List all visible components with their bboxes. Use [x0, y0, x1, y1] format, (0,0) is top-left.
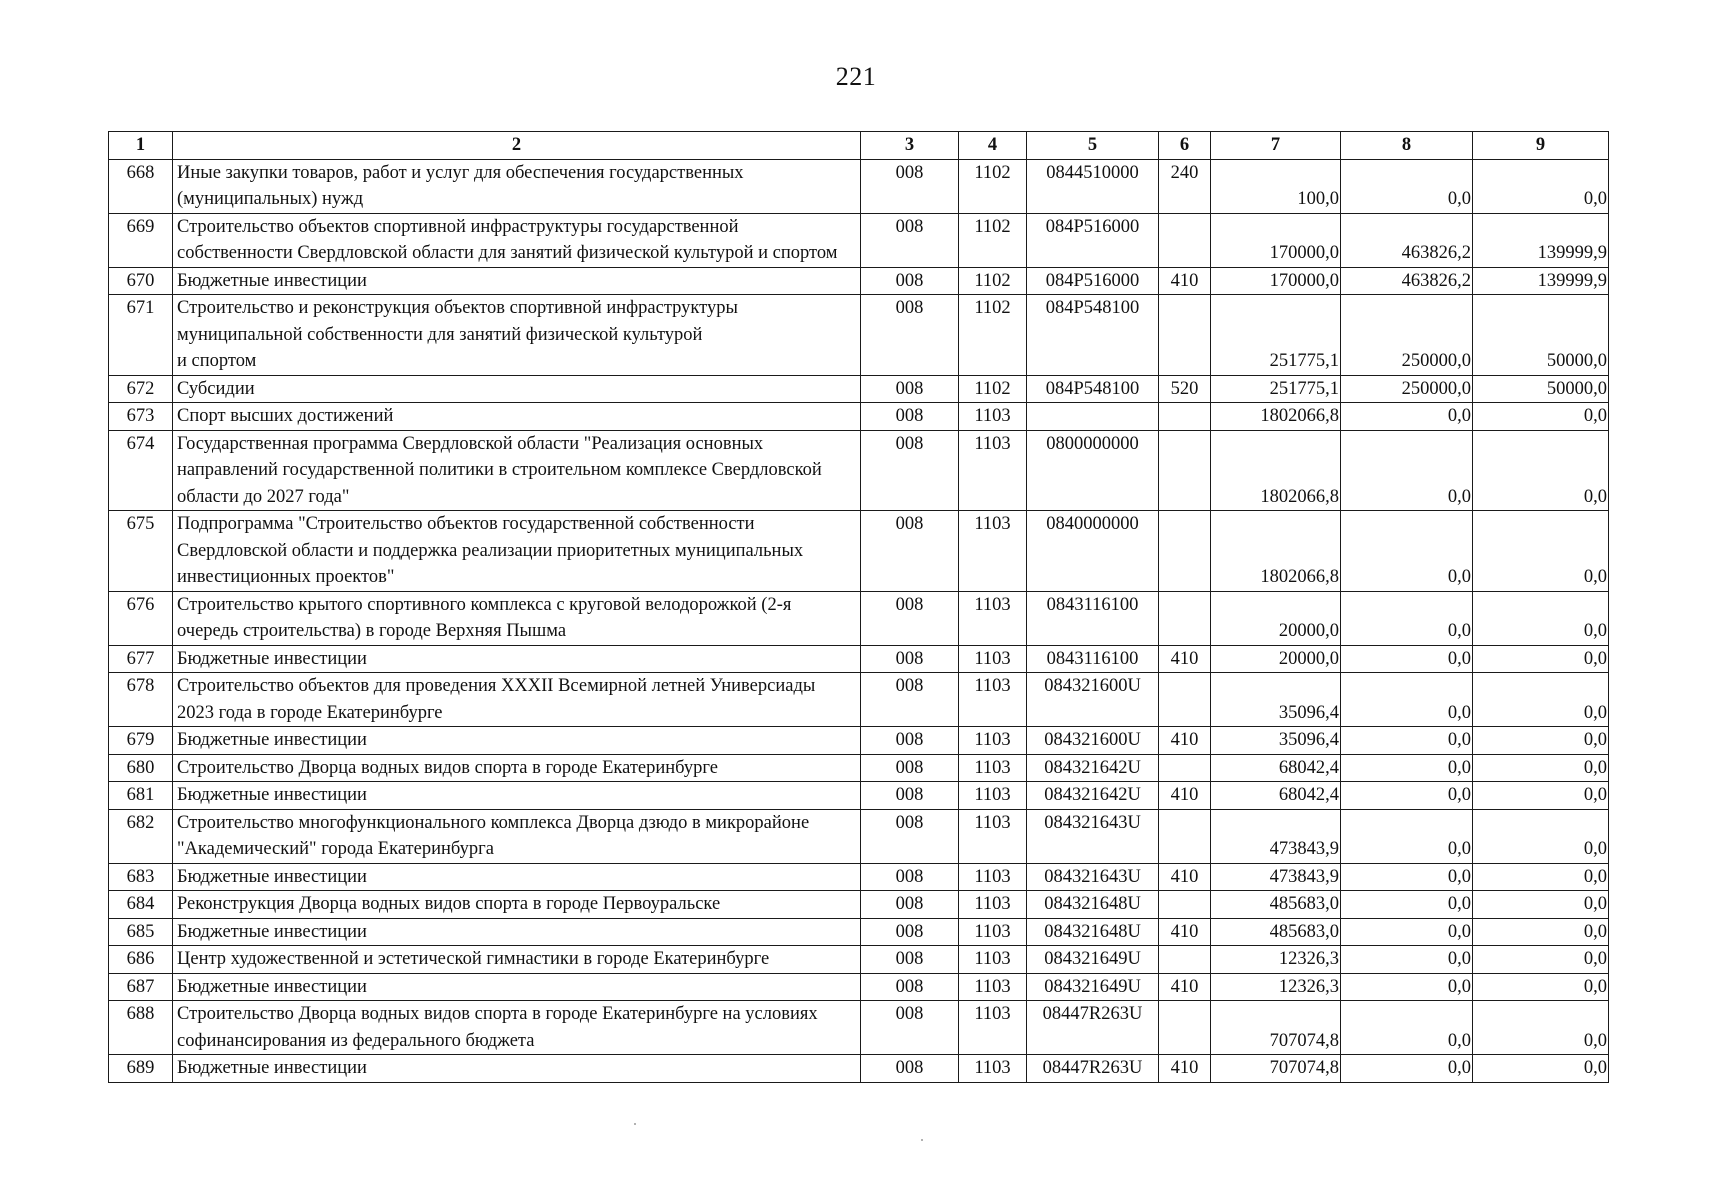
ministry-code: 008 [861, 863, 959, 891]
amount-col7: 485683,0 [1211, 891, 1341, 919]
amount-col8: 0,0 [1341, 863, 1473, 891]
amount-col9: 0,0 [1473, 673, 1609, 727]
target-item-code: 084321649U [1027, 973, 1159, 1001]
row-description: Строительство крытого спортивного комплекса с круговой велодорожкой (2-я очередь строительства) в городе Верхняя Пышма [173, 591, 861, 645]
row-description: Подпрограмма "Строительство объектов государственной собственности Свердловской области и поддержка реализации приоритетных муниципальных инвестиционных проектов" [173, 511, 861, 592]
amount-col8: 0,0 [1341, 591, 1473, 645]
ministry-code: 008 [861, 430, 959, 511]
amount-col7: 707074,8 [1211, 1001, 1341, 1055]
ministry-code: 008 [861, 645, 959, 673]
ministry-code: 008 [861, 946, 959, 974]
table-row [109, 511, 1609, 592]
row-description: Бюджетные инвестиции [173, 973, 861, 1001]
ministry-code: 008 [861, 673, 959, 727]
amount-col9: 0,0 [1473, 946, 1609, 974]
table-row [109, 375, 1609, 403]
amount-col8: 250000,0 [1341, 295, 1473, 376]
expense-type-code [1159, 673, 1211, 727]
amount-col9: 50000,0 [1473, 295, 1609, 376]
expense-type-code [1159, 1001, 1211, 1055]
expense-type-code [1159, 754, 1211, 782]
column-header: 8 [1341, 132, 1473, 160]
table-row [109, 891, 1609, 919]
row-number: 675 [109, 511, 173, 592]
target-item-code: 084P516000 [1027, 213, 1159, 267]
ministry-code: 008 [861, 159, 959, 213]
amount-col7: 1802066,8 [1211, 511, 1341, 592]
row-description: Строительство объектов спортивной инфраструктуры государственной собственности Свердловской области для занятий физической культурой и спортом [173, 213, 861, 267]
row-number: 688 [109, 1001, 173, 1055]
amount-col8: 0,0 [1341, 782, 1473, 810]
amount-col9: 0,0 [1473, 754, 1609, 782]
amount-col8: 0,0 [1341, 511, 1473, 592]
row-number: 685 [109, 918, 173, 946]
amount-col8: 0,0 [1341, 159, 1473, 213]
column-header: 2 [173, 132, 861, 160]
amount-col7: 20000,0 [1211, 591, 1341, 645]
column-header: 3 [861, 132, 959, 160]
section-code: 1103 [959, 918, 1027, 946]
amount-col9: 0,0 [1473, 430, 1609, 511]
row-description: Бюджетные инвестиции [173, 863, 861, 891]
amount-col9: 50000,0 [1473, 375, 1609, 403]
row-number: 680 [109, 754, 173, 782]
row-description: Реконструкция Дворца водных видов спорта в городе Первоуральске [173, 891, 861, 919]
expense-type-code [1159, 946, 1211, 974]
ministry-code: 008 [861, 267, 959, 295]
target-item-code: 08447R263U [1027, 1001, 1159, 1055]
amount-col8: 0,0 [1341, 430, 1473, 511]
amount-col7: 1802066,8 [1211, 403, 1341, 431]
amount-col9: 0,0 [1473, 1055, 1609, 1083]
section-code: 1103 [959, 809, 1027, 863]
section-code: 1103 [959, 973, 1027, 1001]
column-header: 4 [959, 132, 1027, 160]
amount-col9: 0,0 [1473, 159, 1609, 213]
row-number: 686 [109, 946, 173, 974]
target-item-code: 084321642U [1027, 782, 1159, 810]
target-item-code: 084321649U [1027, 946, 1159, 974]
row-description: Субсидии [173, 375, 861, 403]
row-description: Строительство объектов для проведения XXXII Всемирной летней Универсиады 2023 года в городе Екатеринбурге [173, 673, 861, 727]
table-body [109, 159, 1609, 1082]
column-header: 1 [109, 132, 173, 160]
amount-col7: 35096,4 [1211, 727, 1341, 755]
table-row [109, 973, 1609, 1001]
expense-type-code: 520 [1159, 375, 1211, 403]
ministry-code: 008 [861, 809, 959, 863]
column-header: 9 [1473, 132, 1609, 160]
amount-col9: 0,0 [1473, 863, 1609, 891]
target-item-code: 0844510000 [1027, 159, 1159, 213]
column-header: 6 [1159, 132, 1211, 160]
table-row [109, 213, 1609, 267]
ministry-code: 008 [861, 213, 959, 267]
ministry-code: 008 [861, 918, 959, 946]
ministry-code: 008 [861, 782, 959, 810]
amount-col9: 0,0 [1473, 403, 1609, 431]
amount-col8: 0,0 [1341, 918, 1473, 946]
amount-col8: 0,0 [1341, 403, 1473, 431]
row-description: Строительство Дворца водных видов спорта в городе Екатеринбурге на условиях софинансирования из федерального бюджета [173, 1001, 861, 1055]
row-number: 689 [109, 1055, 173, 1083]
amount-col8: 0,0 [1341, 1055, 1473, 1083]
row-description: Бюджетные инвестиции [173, 1055, 861, 1083]
expense-type-code: 240 [1159, 159, 1211, 213]
amount-col9: 0,0 [1473, 809, 1609, 863]
target-item-code: 084321600U [1027, 673, 1159, 727]
row-number: 681 [109, 782, 173, 810]
row-number: 687 [109, 973, 173, 1001]
expense-type-code: 410 [1159, 727, 1211, 755]
ministry-code: 008 [861, 891, 959, 919]
scan-speck [921, 1139, 923, 1141]
amount-col8: 0,0 [1341, 891, 1473, 919]
amount-col8: 0,0 [1341, 645, 1473, 673]
table-row [109, 403, 1609, 431]
row-number: 679 [109, 727, 173, 755]
row-number: 668 [109, 159, 173, 213]
table-row [109, 267, 1609, 295]
expense-type-code [1159, 403, 1211, 431]
amount-col7: 20000,0 [1211, 645, 1341, 673]
ministry-code: 008 [861, 403, 959, 431]
amount-col9: 0,0 [1473, 645, 1609, 673]
target-item-code [1027, 403, 1159, 431]
amount-col7: 473843,9 [1211, 863, 1341, 891]
section-code: 1103 [959, 946, 1027, 974]
expense-type-code: 410 [1159, 918, 1211, 946]
target-item-code: 084321643U [1027, 863, 1159, 891]
expense-type-code: 410 [1159, 973, 1211, 1001]
row-description: Бюджетные инвестиции [173, 727, 861, 755]
target-item-code: 084P548100 [1027, 375, 1159, 403]
amount-col9: 0,0 [1473, 591, 1609, 645]
target-item-code: 08447R263U [1027, 1055, 1159, 1083]
target-item-code: 0840000000 [1027, 511, 1159, 592]
section-code: 1102 [959, 213, 1027, 267]
row-number: 676 [109, 591, 173, 645]
column-header: 5 [1027, 132, 1159, 160]
section-code: 1103 [959, 430, 1027, 511]
ministry-code: 008 [861, 511, 959, 592]
expense-type-code: 410 [1159, 645, 1211, 673]
row-number: 682 [109, 809, 173, 863]
page-number: 221 [835, 62, 877, 91]
table-row [109, 946, 1609, 974]
target-item-code: 084P516000 [1027, 267, 1159, 295]
table-row [109, 863, 1609, 891]
row-number: 673 [109, 403, 173, 431]
section-code: 1103 [959, 1001, 1027, 1055]
row-number: 678 [109, 673, 173, 727]
amount-col9: 0,0 [1473, 727, 1609, 755]
row-description: Бюджетные инвестиции [173, 267, 861, 295]
expense-type-code [1159, 213, 1211, 267]
amount-col9: 0,0 [1473, 782, 1609, 810]
target-item-code: 084321642U [1027, 754, 1159, 782]
table-row [109, 809, 1609, 863]
table-row [109, 918, 1609, 946]
table-row [109, 1055, 1609, 1083]
ministry-code: 008 [861, 375, 959, 403]
amount-col9: 0,0 [1473, 511, 1609, 592]
section-code: 1102 [959, 267, 1027, 295]
row-number: 674 [109, 430, 173, 511]
section-code: 1103 [959, 591, 1027, 645]
target-item-code: 084321648U [1027, 918, 1159, 946]
row-description: Бюджетные инвестиции [173, 645, 861, 673]
amount-col7: 68042,4 [1211, 754, 1341, 782]
row-number: 677 [109, 645, 173, 673]
target-item-code: 0843116100 [1027, 645, 1159, 673]
table-row [109, 1001, 1609, 1055]
ministry-code: 008 [861, 1055, 959, 1083]
amount-col8: 0,0 [1341, 809, 1473, 863]
section-code: 1103 [959, 673, 1027, 727]
expense-type-code: 410 [1159, 267, 1211, 295]
section-code: 1103 [959, 891, 1027, 919]
row-number: 683 [109, 863, 173, 891]
amount-col7: 100,0 [1211, 159, 1341, 213]
ministry-code: 008 [861, 973, 959, 1001]
row-number: 670 [109, 267, 173, 295]
row-number: 684 [109, 891, 173, 919]
row-number: 669 [109, 213, 173, 267]
amount-col7: 170000,0 [1211, 267, 1341, 295]
row-description: Бюджетные инвестиции [173, 782, 861, 810]
expense-type-code [1159, 430, 1211, 511]
amount-col8: 0,0 [1341, 727, 1473, 755]
expense-type-code [1159, 511, 1211, 592]
row-description: Строительство многофункционального комплекса Дворца дзюдо в микрорайоне "Академический" города Екатеринбурга [173, 809, 861, 863]
scan-speck [634, 1123, 636, 1125]
row-number: 672 [109, 375, 173, 403]
expense-type-code [1159, 591, 1211, 645]
amount-col9: 139999,9 [1473, 267, 1609, 295]
expense-type-code [1159, 295, 1211, 376]
amount-col7: 35096,4 [1211, 673, 1341, 727]
table-row [109, 591, 1609, 645]
amount-col8: 463826,2 [1341, 267, 1473, 295]
section-code: 1102 [959, 159, 1027, 213]
table-row [109, 295, 1609, 376]
expense-type-code: 410 [1159, 863, 1211, 891]
table-row [109, 159, 1609, 213]
target-item-code: 0800000000 [1027, 430, 1159, 511]
amount-col8: 0,0 [1341, 754, 1473, 782]
row-number: 671 [109, 295, 173, 376]
amount-col8: 0,0 [1341, 973, 1473, 1001]
row-description: Государственная программа Свердловской области "Реализация основных направлений государственной политики в строительном комплексе Свердловской области до 2027 года" [173, 430, 861, 511]
section-code: 1103 [959, 863, 1027, 891]
section-code: 1102 [959, 375, 1027, 403]
table-row [109, 782, 1609, 810]
amount-col8: 250000,0 [1341, 375, 1473, 403]
section-code: 1103 [959, 403, 1027, 431]
amount-col9: 139999,9 [1473, 213, 1609, 267]
amount-col8: 0,0 [1341, 1001, 1473, 1055]
amount-col8: 463826,2 [1341, 213, 1473, 267]
amount-col7: 251775,1 [1211, 295, 1341, 376]
section-code: 1103 [959, 511, 1027, 592]
amount-col8: 0,0 [1341, 946, 1473, 974]
amount-col9: 0,0 [1473, 918, 1609, 946]
expense-type-code [1159, 891, 1211, 919]
section-code: 1103 [959, 782, 1027, 810]
target-item-code: 084321648U [1027, 891, 1159, 919]
amount-col9: 0,0 [1473, 1001, 1609, 1055]
ministry-code: 008 [861, 295, 959, 376]
target-item-code: 084P548100 [1027, 295, 1159, 376]
ministry-code: 008 [861, 591, 959, 645]
amount-col7: 68042,4 [1211, 782, 1341, 810]
amount-col8: 0,0 [1341, 673, 1473, 727]
amount-col7: 1802066,8 [1211, 430, 1341, 511]
amount-col9: 0,0 [1473, 891, 1609, 919]
amount-col9: 0,0 [1473, 973, 1609, 1001]
section-code: 1103 [959, 727, 1027, 755]
section-code: 1102 [959, 295, 1027, 376]
budget-table [108, 131, 1609, 1083]
target-item-code: 084321643U [1027, 809, 1159, 863]
row-description: Спорт высших достижений [173, 403, 861, 431]
column-header: 7 [1211, 132, 1341, 160]
expense-type-code: 410 [1159, 782, 1211, 810]
table-row [109, 430, 1609, 511]
row-description: Строительство Дворца водных видов спорта в городе Екатеринбурге [173, 754, 861, 782]
row-description: Центр художественной и эстетической гимнастики в городе Екатеринбурге [173, 946, 861, 974]
amount-col7: 485683,0 [1211, 918, 1341, 946]
amount-col7: 12326,3 [1211, 946, 1341, 974]
amount-col7: 251775,1 [1211, 375, 1341, 403]
target-item-code: 084321600U [1027, 727, 1159, 755]
table-row [109, 754, 1609, 782]
ministry-code: 008 [861, 754, 959, 782]
table-header-row [109, 132, 1609, 160]
ministry-code: 008 [861, 1001, 959, 1055]
row-description: Бюджетные инвестиции [173, 918, 861, 946]
amount-col7: 473843,9 [1211, 809, 1341, 863]
expense-type-code [1159, 809, 1211, 863]
row-description: Иные закупки товаров, работ и услуг для обеспечения государственных (муниципальных) нужд [173, 159, 861, 213]
amount-col7: 707074,8 [1211, 1055, 1341, 1083]
section-code: 1103 [959, 1055, 1027, 1083]
amount-col7: 12326,3 [1211, 973, 1341, 1001]
table-row [109, 645, 1609, 673]
row-description: Строительство и реконструкция объектов спортивной инфраструктуры муниципальной собственности для занятий физической культурой и спортом [173, 295, 861, 376]
expense-type-code: 410 [1159, 1055, 1211, 1083]
ministry-code: 008 [861, 727, 959, 755]
section-code: 1103 [959, 645, 1027, 673]
table-row [109, 673, 1609, 727]
section-code: 1103 [959, 754, 1027, 782]
table-row [109, 727, 1609, 755]
amount-col7: 170000,0 [1211, 213, 1341, 267]
target-item-code: 0843116100 [1027, 591, 1159, 645]
